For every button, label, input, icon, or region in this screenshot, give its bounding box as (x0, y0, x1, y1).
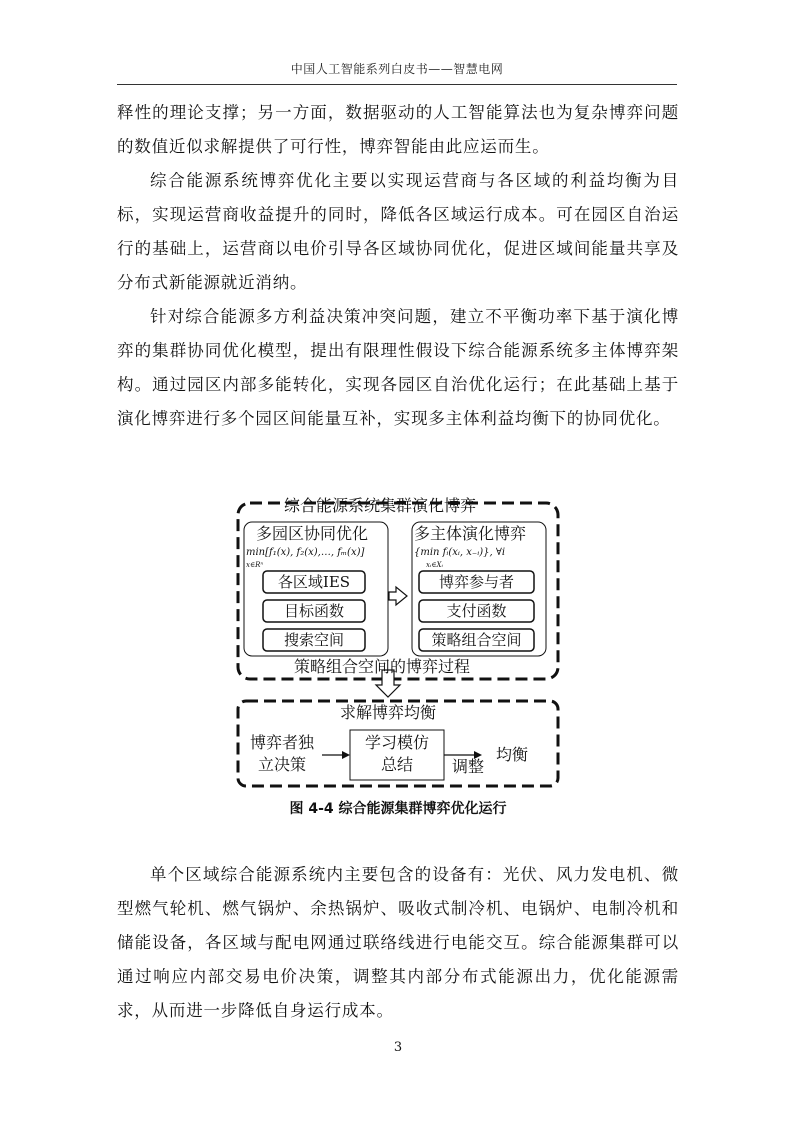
left-panel-formula: min[f₁(x), f₂(x),…, fₘ(x)] (246, 547, 365, 558)
learning-box-line1: 学习模仿 (364, 733, 429, 752)
paragraph-3: 针对综合能源多方利益决策冲突问题，建立不平衡功率下基于演化博弈的集群协同优化模型，提出有限理性假设下综合能源系统多主体博弈架构。通过园区内部多能转化，实现各园区自治优化运行；在此基础上基于演化博弈进行多个园区间能量互补，实现多主体利益均衡下的协同优化。 (117, 307, 679, 428)
equilibrium-label: 均衡 (496, 745, 529, 764)
adjust-label: 调整 (452, 757, 485, 776)
figure-4-4 (236, 496, 562, 788)
left-item-search-space: 搜索空间 (283, 631, 344, 649)
left-item-objective: 目标函数 (283, 602, 344, 620)
page-header: 中国人工智能系列白皮书——智慧电网 (290, 62, 504, 76)
left-panel-formula-sub: x∈Rⁿ (246, 561, 264, 569)
right-panel-title: 多主体演化博弈 (414, 524, 527, 543)
right-panel-formula: {min fᵢ(xᵢ, x₋ᵢ)}, ∀i (414, 547, 506, 558)
paragraph-1: 释性的理论支撑；另一方面，数据驱动的人工智能算法也为复杂博弈问题的数值近似求解提供了可行性，博弈智能由此应运而生。 (117, 103, 679, 156)
learning-box-line2: 总结 (380, 755, 413, 774)
body-text-bottom (117, 858, 679, 1028)
body-text-top (117, 96, 679, 436)
right-item-players: 博弈参与者 (438, 573, 514, 591)
arrow-to-learning-box (342, 751, 350, 759)
figure-caption: 图 4-4 综合能源集群博弈优化运行 (289, 801, 507, 817)
paragraph-4: 单个区域综合能源系统内主要包含的设备有：光伏、风力发电机、微型燃气轮机、燃气锅炉、余热锅炉、吸收式制冷机、电锅炉、电制冷机和储能设备，各区域与配电网通过联络线进行电能交互。综合能源集群可以通过响应内部交易电价决策，调整其内部分布式能源出力，优化能源需求，从而进一步降低自身运行成本。 (117, 865, 679, 1020)
independent-decision-line2: 立决策 (258, 755, 307, 774)
left-panel-title: 多园区协同优化 (256, 524, 369, 543)
page-number: 3 (393, 1040, 403, 1055)
right-panel-formula-sub: xᵢ∈Xᵢ (426, 561, 443, 569)
right-item-strategy-space: 策略组合空间 (431, 631, 522, 649)
hollow-arrow-right (389, 587, 407, 605)
left-item-ies: 各区域IES (277, 573, 351, 591)
paragraph-2: 综合能源系统博弈优化主要以实现运营商与各区域的利益均衡为目标，实现运营商收益提升的同时，降低各区域运行成本。可在园区自治运行的基础上，运营商以电价引导各区域协同优化，促进区域间能量共享及分布式新能源就近消纳。 (117, 171, 679, 292)
bottom-panel-title: 求解博弈均衡 (340, 703, 437, 722)
process-label: 策略组合空间的博弈过程 (294, 657, 471, 676)
independent-decision-line1: 博弈者独 (250, 733, 315, 752)
header-rule (117, 84, 677, 85)
right-item-payoff: 支付函数 (446, 602, 507, 620)
outer-title: 综合能源系统集群演化博弈 (284, 496, 477, 515)
